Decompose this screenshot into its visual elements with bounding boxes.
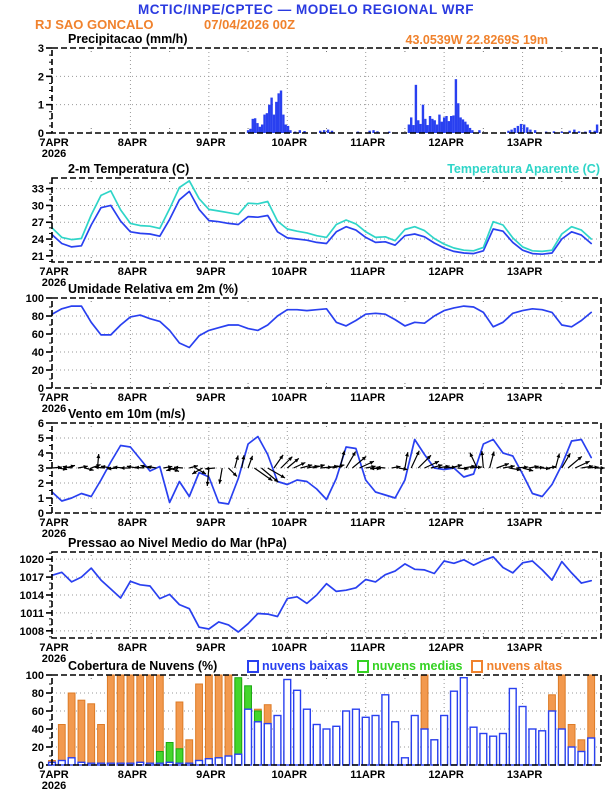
- svg-text:100: 100: [25, 293, 44, 305]
- svg-text:60: 60: [31, 706, 44, 718]
- svg-text:5: 5: [37, 433, 44, 445]
- cloud-cover-title: Cobertura de Nuvens (%): [68, 659, 218, 673]
- svg-text:12APR: 12APR: [428, 642, 464, 654]
- svg-text:11APR: 11APR: [350, 642, 386, 654]
- svg-text:10APR: 10APR: [271, 769, 308, 781]
- svg-text:6: 6: [37, 418, 44, 430]
- svg-text:2026: 2026: [41, 780, 67, 792]
- svg-text:1011: 1011: [20, 607, 44, 620]
- svg-text:2026: 2026: [41, 528, 67, 540]
- page-title: MCTIC/INPE/CPTEC — MODELO REGIONAL WRF: [138, 2, 474, 17]
- svg-text:12APR: 12APR: [428, 517, 464, 529]
- precipitation-panel: [38, 43, 601, 160]
- apparent-temperature-legend: Temperatura Aparente (C): [447, 162, 600, 176]
- mid-clouds-label: nuvens medias: [372, 659, 463, 673]
- svg-text:27: 27: [31, 217, 44, 230]
- station-coordinates: 43.0539W 22.8269S 19m: [405, 33, 548, 47]
- svg-text:0: 0: [37, 508, 44, 520]
- svg-text:1008: 1008: [19, 625, 44, 638]
- svg-text:1: 1: [37, 99, 44, 112]
- svg-text:10APR: 10APR: [271, 266, 308, 278]
- svg-text:8APR: 8APR: [117, 392, 148, 404]
- model-run-datetime: 07/04/2026 00Z: [204, 17, 296, 32]
- pressure-title: Pressao ao Nivel Medio do Mar (hPa): [68, 536, 287, 550]
- svg-text:7APR: 7APR: [39, 137, 69, 149]
- svg-text:9APR: 9APR: [196, 517, 226, 529]
- svg-text:2026: 2026: [41, 653, 67, 665]
- svg-text:0: 0: [37, 383, 44, 395]
- svg-text:2: 2: [37, 478, 44, 490]
- svg-text:11APR: 11APR: [350, 266, 386, 278]
- svg-text:12APR: 12APR: [428, 137, 464, 149]
- svg-text:2026: 2026: [41, 277, 67, 289]
- svg-text:3: 3: [37, 43, 44, 55]
- svg-text:80: 80: [31, 311, 44, 323]
- humidity-panel: [26, 293, 601, 415]
- cloud-cover-panel: [26, 670, 601, 792]
- svg-text:2026: 2026: [41, 403, 67, 415]
- svg-text:9APR: 9APR: [196, 392, 226, 404]
- svg-text:4: 4: [37, 448, 44, 460]
- svg-text:10APR: 10APR: [271, 642, 308, 654]
- humidity-title: Umidade Relativa em 2m (%): [68, 282, 239, 296]
- svg-text:60: 60: [31, 329, 44, 341]
- svg-text:11APR: 11APR: [350, 137, 386, 149]
- pressure-panel: [20, 552, 601, 665]
- svg-text:7APR: 7APR: [39, 769, 69, 781]
- svg-text:24: 24: [31, 234, 44, 247]
- svg-text:8APR: 8APR: [117, 517, 148, 529]
- svg-text:2026: 2026: [41, 148, 67, 160]
- svg-text:0: 0: [37, 760, 44, 772]
- svg-text:13APR: 13APR: [506, 517, 543, 529]
- svg-text:9APR: 9APR: [196, 769, 226, 781]
- svg-text:10APR: 10APR: [271, 137, 308, 149]
- svg-text:11APR: 11APR: [350, 517, 386, 529]
- svg-text:1014: 1014: [19, 590, 44, 602]
- svg-text:1020: 1020: [19, 554, 44, 567]
- svg-text:11APR: 11APR: [350, 769, 386, 781]
- svg-text:100: 100: [25, 670, 44, 682]
- svg-text:9APR: 9APR: [196, 137, 226, 149]
- svg-text:30: 30: [31, 200, 44, 213]
- wind-panel: [38, 418, 605, 540]
- svg-text:9APR: 9APR: [196, 642, 226, 654]
- svg-text:20: 20: [31, 742, 44, 754]
- svg-text:40: 40: [31, 724, 44, 736]
- svg-text:8APR: 8APR: [117, 266, 148, 278]
- svg-text:7APR: 7APR: [39, 392, 69, 404]
- high-clouds-label: nuvens altas: [486, 659, 563, 673]
- svg-text:8APR: 8APR: [117, 642, 148, 654]
- svg-text:8APR: 8APR: [117, 137, 148, 149]
- svg-text:13APR: 13APR: [506, 642, 543, 654]
- low-clouds-label: nuvens baixas: [262, 659, 349, 673]
- svg-text:80: 80: [31, 688, 44, 700]
- wind-title: Vento em 10m (m/s): [68, 407, 186, 421]
- svg-text:3: 3: [37, 463, 44, 475]
- station-name: RJ SAO GONCALO: [35, 17, 154, 32]
- svg-text:10APR: 10APR: [271, 392, 308, 404]
- svg-text:12APR: 12APR: [428, 769, 464, 781]
- svg-text:13APR: 13APR: [506, 392, 543, 404]
- svg-text:1: 1: [37, 493, 44, 505]
- svg-text:12APR: 12APR: [428, 392, 464, 404]
- svg-text:40: 40: [31, 347, 44, 359]
- svg-text:13APR: 13APR: [506, 137, 543, 149]
- precipitation-title: Precipitacao (mm/h): [68, 32, 188, 46]
- svg-text:21: 21: [31, 250, 44, 263]
- svg-text:10APR: 10APR: [271, 517, 308, 529]
- svg-text:8APR: 8APR: [117, 769, 148, 781]
- svg-text:20: 20: [31, 365, 44, 377]
- svg-text:12APR: 12APR: [428, 266, 464, 278]
- temperature-title: 2-m Temperatura (C): [68, 162, 190, 176]
- svg-text:7APR: 7APR: [39, 517, 69, 529]
- temperature-panel: [32, 178, 601, 289]
- svg-text:2: 2: [37, 71, 44, 84]
- svg-text:7APR: 7APR: [39, 642, 69, 654]
- svg-text:11APR: 11APR: [350, 392, 386, 404]
- svg-text:1017: 1017: [19, 572, 44, 585]
- svg-text:33: 33: [31, 183, 44, 196]
- svg-text:13APR: 13APR: [506, 769, 543, 781]
- svg-text:0: 0: [37, 128, 44, 140]
- svg-text:13APR: 13APR: [506, 266, 543, 278]
- svg-text:7APR: 7APR: [39, 266, 69, 278]
- svg-text:9APR: 9APR: [196, 266, 226, 278]
